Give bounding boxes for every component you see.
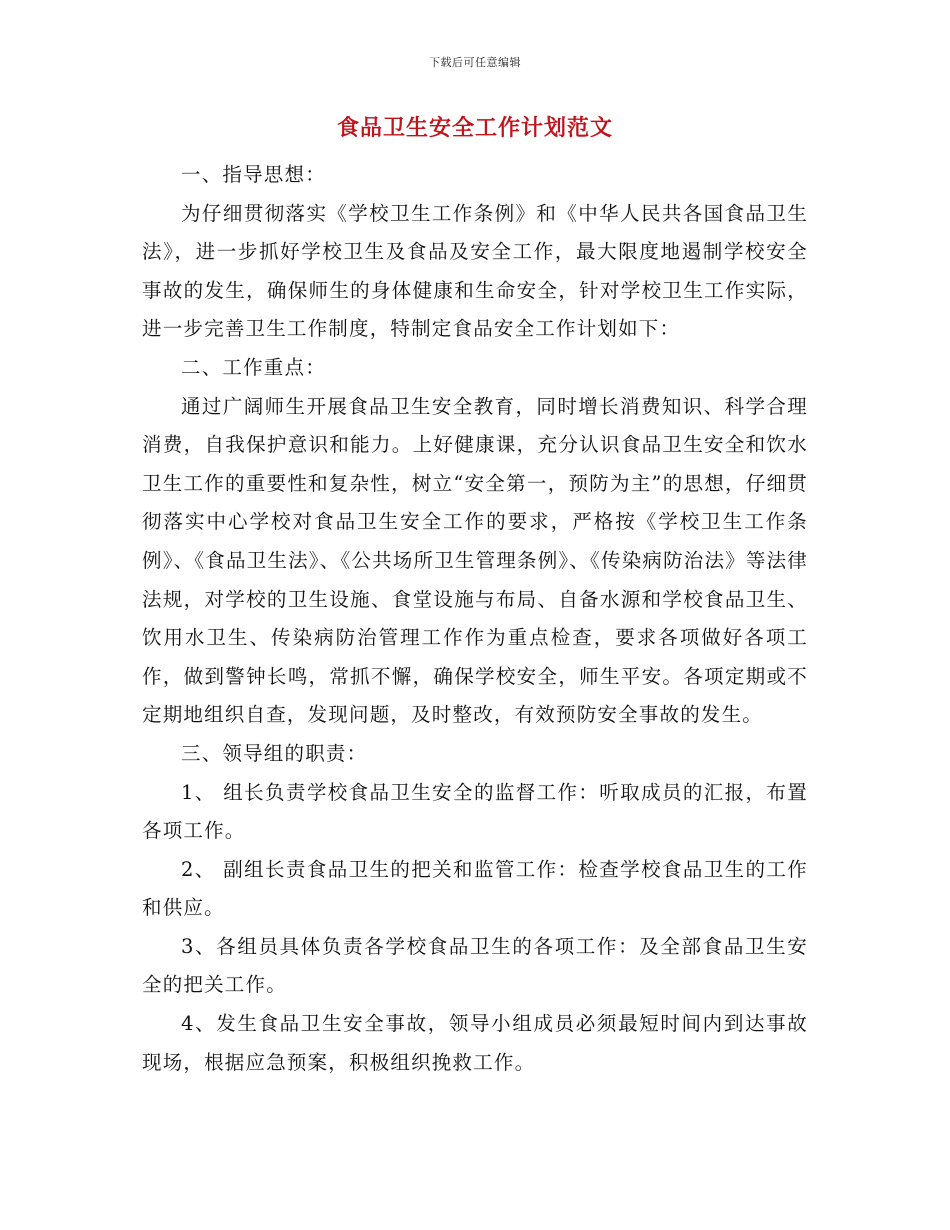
list-item-duty-4: 4、发生食品卫生安全事故，领导小组成员必须最短时间内到达事故现场，根据应急预案，积极组织挽救工作。 [142, 1012, 808, 1074]
section-heading-work-focus: 二、工作重点： [181, 355, 326, 379]
list-item-duty-3: 3、各组员具体负责各学校食品卫生的各项工作：及全部食品卫生安全的把关工作。 [142, 934, 808, 997]
section-heading-guiding-ideology: 一、指导思想： [181, 163, 326, 186]
list-item-duty-2: 2、 副组长责食品卫生的把关和监管工作：检查学校食品卫生的工作和供应。 [142, 857, 808, 920]
document-body [142, 156, 808, 1082]
section-heading-leadership-duties: 三、领导组的职责： [181, 741, 368, 765]
document-title: 食品卫生安全工作计划范文 [336, 116, 613, 141]
header-note: 下载后可任意编辑 [429, 56, 521, 69]
list-item-duty-1: 1、 组长负责学校食品卫生安全的监督工作：听取成员的汇报，布置各项工作。 [142, 780, 808, 843]
paragraph-purpose: 为仔细贯彻落实《学校卫生工作条例》和《中华人民共各国食品卫生法》，进一步抓好学校卫生及食品及安全工作，最大限度地遏制学校安全事故的发生，确保师生的身体健康和生命安全，针对学校卫生工作实际，进一步完善卫生工作制度，特制定食品安全工作计划如下： [142, 201, 808, 341]
paragraph-work-focus: 通过广阔师生开展食品卫生安全教育，同时增长消费知识、科学合理消费，自我保护意识和能力。上好健康课，充分认识食品卫生安全和饮水卫生工作的重要性和复杂性，树立“安全第一，预防为主”的思想，仔细贯彻落实中心学校对食品卫生安全工作的要求，严格按《学校卫生工作条例》、《食品卫生法》、《公共场所卫生管理条例》、《传染病防治法》等法律法规，对学校的卫生设施、食堂设施与布局、自备水源和学校食品卫生、饮用水卫生、传染病防治管理工作作为重点检查，要求各项做好各项工作，做到警钟长鸣，常抓不懈，确保学校安全，师生平安。各项定期或不定期地组织自查，发现问题，及时整改，有效预防安全事故的发生。 [142, 394, 809, 727]
